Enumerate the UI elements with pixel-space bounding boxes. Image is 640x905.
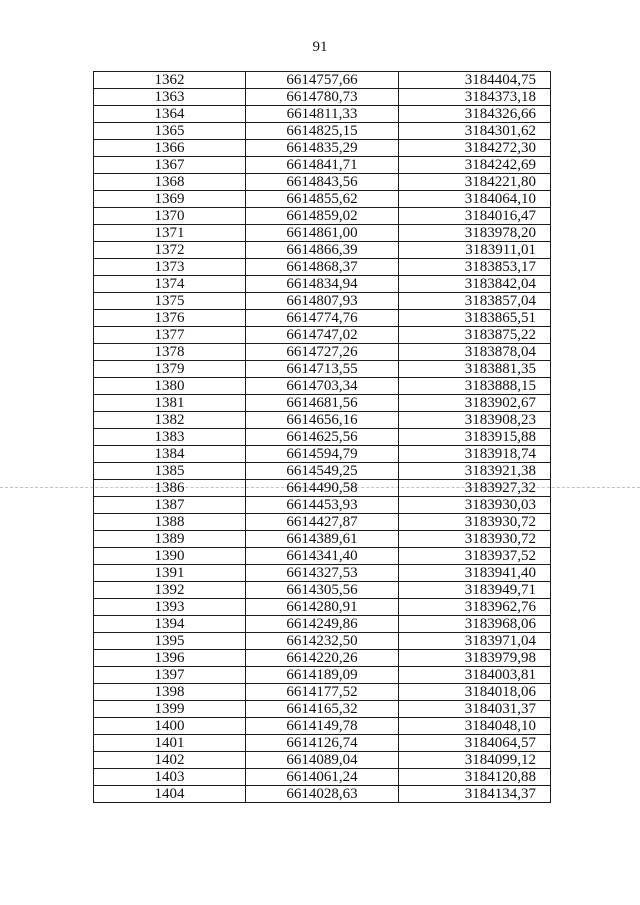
table-row [94,378,551,395]
table-row [94,395,551,412]
y-coordinate-cell: 3183930,72 [399,514,551,531]
table-row [94,514,551,531]
point-number-cell: 1375 [94,293,246,310]
x-coordinate-cell: 6614681,56 [246,395,399,412]
x-coordinate-cell: 6614757,66 [246,72,399,89]
y-coordinate-cell: 3183853,17 [399,259,551,276]
y-coordinate-cell: 3183978,20 [399,225,551,242]
table-row [94,106,551,123]
y-coordinate-cell: 3184003,81 [399,667,551,684]
x-coordinate-cell: 6614825,15 [246,123,399,140]
table-row [94,752,551,769]
point-number-cell: 1397 [94,667,246,684]
x-coordinate-cell: 6614089,04 [246,752,399,769]
y-coordinate-cell: 3184221,80 [399,174,551,191]
y-coordinate-cell: 3183979,98 [399,650,551,667]
point-number-cell: 1382 [94,412,246,429]
table-row [94,293,551,310]
y-coordinate-cell: 3183937,52 [399,548,551,565]
x-coordinate-cell: 6614807,93 [246,293,399,310]
table-row [94,633,551,650]
point-number-cell: 1386 [94,480,246,497]
y-coordinate-cell: 3184048,10 [399,718,551,735]
point-number-cell: 1380 [94,378,246,395]
x-coordinate-cell: 6614656,16 [246,412,399,429]
point-number-cell: 1378 [94,344,246,361]
table-row [94,786,551,803]
point-number-cell: 1379 [94,361,246,378]
x-coordinate-cell: 6614841,71 [246,157,399,174]
x-coordinate-cell: 6614061,24 [246,769,399,786]
point-number-cell: 1370 [94,208,246,225]
y-coordinate-cell: 3184018,06 [399,684,551,701]
table-row [94,599,551,616]
x-coordinate-cell: 6614389,61 [246,531,399,548]
table-row [94,429,551,446]
y-coordinate-cell: 3183881,35 [399,361,551,378]
y-coordinate-cell: 3183902,67 [399,395,551,412]
y-coordinate-cell: 3183857,04 [399,293,551,310]
point-number-cell: 1376 [94,310,246,327]
y-coordinate-cell: 3184242,69 [399,157,551,174]
x-coordinate-cell: 6614549,25 [246,463,399,480]
y-coordinate-cell: 3183865,51 [399,310,551,327]
x-coordinate-cell: 6614280,91 [246,599,399,616]
point-number-cell: 1385 [94,463,246,480]
point-number-cell: 1366 [94,140,246,157]
y-coordinate-cell: 3183918,74 [399,446,551,463]
y-coordinate-cell: 3183911,01 [399,242,551,259]
y-coordinate-cell: 3184373,18 [399,89,551,106]
x-coordinate-cell: 6614747,02 [246,327,399,344]
table-row [94,361,551,378]
table-row [94,735,551,752]
point-number-cell: 1391 [94,565,246,582]
table-row [94,565,551,582]
y-coordinate-cell: 3183962,76 [399,599,551,616]
table-row [94,174,551,191]
table-row [94,446,551,463]
point-number-cell: 1363 [94,89,246,106]
table-row [94,140,551,157]
x-coordinate-cell: 6614811,33 [246,106,399,123]
point-number-cell: 1389 [94,531,246,548]
table-row [94,480,551,497]
y-coordinate-cell: 3183908,23 [399,412,551,429]
x-coordinate-cell: 6614177,52 [246,684,399,701]
y-coordinate-cell: 3184301,62 [399,123,551,140]
table-row [94,667,551,684]
table-row [94,157,551,174]
x-coordinate-cell: 6614490,58 [246,480,399,497]
point-number-cell: 1403 [94,769,246,786]
table-row [94,259,551,276]
y-coordinate-cell: 3183930,03 [399,497,551,514]
x-coordinate-cell: 6614149,78 [246,718,399,735]
point-number-cell: 1368 [94,174,246,191]
x-coordinate-cell: 6614028,63 [246,786,399,803]
table-row [94,684,551,701]
point-number-cell: 1392 [94,582,246,599]
table-row [94,718,551,735]
table-row [94,463,551,480]
y-coordinate-cell: 3183915,88 [399,429,551,446]
y-coordinate-cell: 3183930,72 [399,531,551,548]
x-coordinate-cell: 6614855,62 [246,191,399,208]
y-coordinate-cell: 3184326,66 [399,106,551,123]
point-number-cell: 1395 [94,633,246,650]
point-number-cell: 1388 [94,514,246,531]
point-number-cell: 1398 [94,684,246,701]
point-number-cell: 1374 [94,276,246,293]
coordinates-table-body [94,72,551,803]
x-coordinate-cell: 6614249,86 [246,616,399,633]
table-row [94,582,551,599]
point-number-cell: 1390 [94,548,246,565]
y-coordinate-cell: 3184120,88 [399,769,551,786]
x-coordinate-cell: 6614305,56 [246,582,399,599]
point-number-cell: 1393 [94,599,246,616]
x-coordinate-cell: 6614453,93 [246,497,399,514]
point-number-cell: 1381 [94,395,246,412]
page-number: 91 [312,39,328,55]
y-coordinate-cell: 3184064,57 [399,735,551,752]
x-coordinate-cell: 6614594,79 [246,446,399,463]
x-coordinate-cell: 6614220,26 [246,650,399,667]
table-row [94,123,551,140]
x-coordinate-cell: 6614327,53 [246,565,399,582]
x-coordinate-cell: 6614868,37 [246,259,399,276]
x-coordinate-cell: 6614780,73 [246,89,399,106]
y-coordinate-cell: 3183875,22 [399,327,551,344]
table-row [94,276,551,293]
y-coordinate-cell: 3184031,37 [399,701,551,718]
point-number-cell: 1365 [94,123,246,140]
y-coordinate-cell: 3183968,06 [399,616,551,633]
point-number-cell: 1383 [94,429,246,446]
y-coordinate-cell: 3184099,12 [399,752,551,769]
x-coordinate-cell: 6614861,00 [246,225,399,242]
x-coordinate-cell: 6614625,56 [246,429,399,446]
y-coordinate-cell: 3183971,04 [399,633,551,650]
y-coordinate-cell: 3184016,47 [399,208,551,225]
table-row [94,616,551,633]
table-row [94,89,551,106]
x-coordinate-cell: 6614427,87 [246,514,399,531]
point-number-cell: 1369 [94,191,246,208]
x-coordinate-cell: 6614713,55 [246,361,399,378]
y-coordinate-cell: 3183842,04 [399,276,551,293]
y-coordinate-cell: 3183888,15 [399,378,551,395]
y-coordinate-cell: 3184064,10 [399,191,551,208]
x-coordinate-cell: 6614834,94 [246,276,399,293]
y-coordinate-cell: 3184404,75 [399,72,551,89]
point-number-cell: 1362 [94,72,246,89]
y-coordinate-cell: 3183878,04 [399,344,551,361]
point-number-cell: 1396 [94,650,246,667]
table-row [94,327,551,344]
y-coordinate-cell: 3183927,32 [399,480,551,497]
table-row [94,344,551,361]
x-coordinate-cell: 6614126,74 [246,735,399,752]
point-number-cell: 1372 [94,242,246,259]
y-coordinate-cell: 3184272,30 [399,140,551,157]
table-row [94,531,551,548]
point-number-cell: 1367 [94,157,246,174]
coordinates-table [93,71,551,803]
x-coordinate-cell: 6614866,39 [246,242,399,259]
point-number-cell: 1373 [94,259,246,276]
point-number-cell: 1387 [94,497,246,514]
point-number-cell: 1394 [94,616,246,633]
table-row [94,310,551,327]
point-number-cell: 1402 [94,752,246,769]
x-coordinate-cell: 6614843,56 [246,174,399,191]
y-coordinate-cell: 3183921,38 [399,463,551,480]
point-number-cell: 1377 [94,327,246,344]
table-row [94,242,551,259]
x-coordinate-cell: 6614703,34 [246,378,399,395]
table-row [94,497,551,514]
table-row [94,769,551,786]
point-number-cell: 1399 [94,701,246,718]
x-coordinate-cell: 6614835,29 [246,140,399,157]
table-row [94,548,551,565]
point-number-cell: 1384 [94,446,246,463]
table-row [94,72,551,89]
x-coordinate-cell: 6614165,32 [246,701,399,718]
x-coordinate-cell: 6614189,09 [246,667,399,684]
x-coordinate-cell: 6614341,40 [246,548,399,565]
table-row [94,650,551,667]
table-row [94,701,551,718]
point-number-cell: 1401 [94,735,246,752]
x-coordinate-cell: 6614727,26 [246,344,399,361]
x-coordinate-cell: 6614859,02 [246,208,399,225]
table-row [94,225,551,242]
y-coordinate-cell: 3183949,71 [399,582,551,599]
x-coordinate-cell: 6614232,50 [246,633,399,650]
x-coordinate-cell: 6614774,76 [246,310,399,327]
table-row [94,412,551,429]
point-number-cell: 1400 [94,718,246,735]
point-number-cell: 1364 [94,106,246,123]
table-row [94,208,551,225]
table-row [94,191,551,208]
point-number-cell: 1371 [94,225,246,242]
y-coordinate-cell: 3183941,40 [399,565,551,582]
point-number-cell: 1404 [94,786,246,803]
y-coordinate-cell: 3184134,37 [399,786,551,803]
